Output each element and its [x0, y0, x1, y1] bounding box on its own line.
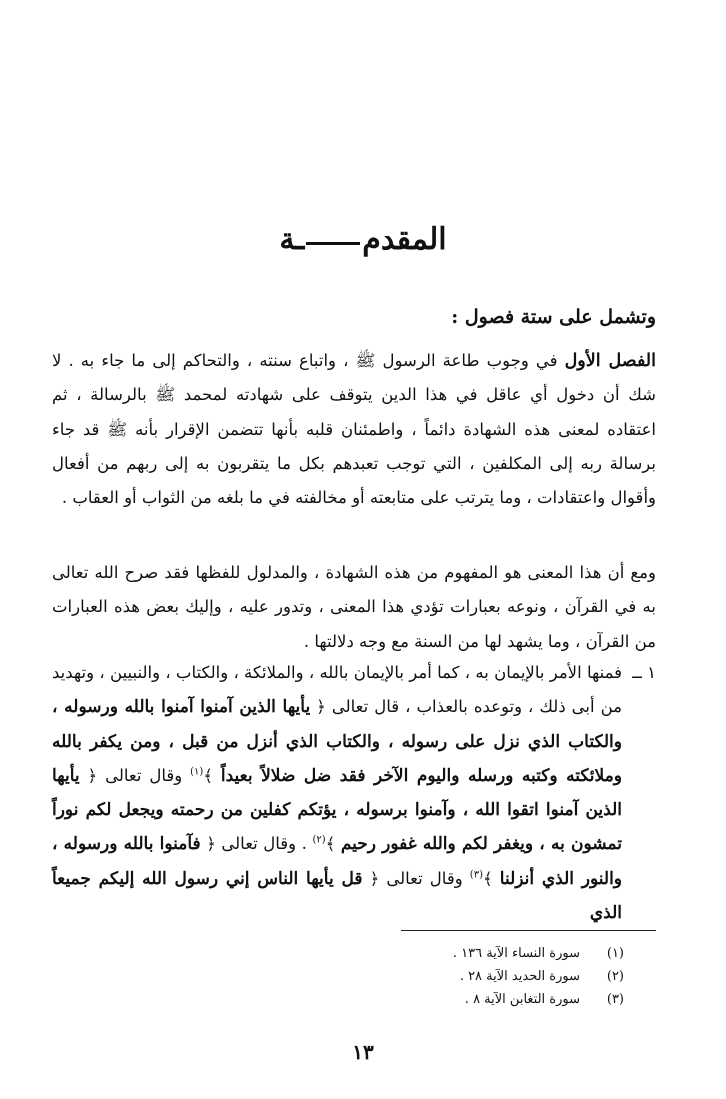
footnote-number: (١) — [606, 946, 624, 961]
quote-close-1: ﴾ — [203, 765, 221, 785]
title-text-start: المقدم — [362, 222, 447, 257]
item-text-2: وقال تعالى ﴿ — [79, 765, 191, 785]
footnote-text: سورة الحديد الآية ٢٨ . — [459, 969, 580, 984]
footnote-1 — [453, 946, 624, 961]
title-text-end: ـة — [279, 222, 305, 257]
quote-close-3: ﴾ — [482, 868, 500, 888]
footnote-ref-3: (٣) — [469, 869, 483, 881]
quran-quote-4: قل يأيها الناس إني رسول الله إليكم جميعاً الذي — [52, 868, 622, 924]
footnote-text: سورة النساء الآية ١٣٦ . — [452, 946, 580, 961]
quote-close-2: ﴾ — [325, 834, 341, 854]
item-text-1: فمنها الأمر بالإيمان به ، كما أمر بالإيمان بالله ، والملائكة ، والكتاب ، والنبيين ، وتهديد من أبى ذلك ، وتوعده بالعذاب ، قال تعالى ﴿ — [52, 663, 622, 717]
item-number: ١ ــ — [632, 663, 656, 682]
item-text-4: وقال تعالى ﴿ — [362, 868, 470, 888]
chapter-title — [0, 222, 726, 257]
quran-quote-3: فآمنوا بالله ورسوله ، والنور الذي أنزلنا — [52, 834, 623, 889]
footnote-3 — [465, 992, 624, 1007]
footnote-ref-2: (٢) — [312, 834, 326, 846]
paragraph1-text: في وجوب طاعة الرسول ﷺ ، واتباع سنته ، والتحاكم إلى ما جاء به . لا شك أن دخول أي عاقل في هذا الدين يتوقف على شهادته لمحمد ﷺ بالرسالة ، ثم اعتقاده لمعنى هذه الشهادة دائماً ، واطمئنان قلبه بأنها تتضمن الإقرار بأنه ﷺ قد جاء برسالة ربه إلى المكلفين ، التي توجب تعبدهم بكل ما يتقربون به إلى ربهم من أفعال وأقوال واعتقادات ، وما يترتب على متابعته أو مخالفته في ما بلغه من الثواب أو العقاب . — [52, 351, 656, 508]
paragraph-second: ومع أن هذا المعنى هو المفهوم من هذه الشهادة ، والمدلول للفظها فقد صرح الله تعالى به في القرآن ، ونوعه بعبارات تؤدي هذا المعنى ، وتدور عليه ، وإليك بعض هذه العبارات من القرآن ، وما يشهد لها من السنة مع وجه دلالتها . — [52, 563, 656, 651]
item-body — [52, 656, 622, 930]
footnote-text: سورة التغابن الآية ٨ . — [464, 992, 580, 1007]
footnote-divider — [401, 930, 656, 931]
title-kashida-line — [306, 242, 360, 245]
quran-quote-1: يأيها الذين آمنوا آمنوا بالله ورسوله ، والكتاب الذي نزل على رسوله ، والكتاب الذي أنزل من قبل ، ومن يكفر بالله وملائكته وكتبه ورسله واليوم الآخر فقد ضل ضلالاً بعيداً — [52, 697, 622, 786]
footnote-number: (٢) — [606, 969, 624, 984]
footnote-2 — [460, 969, 624, 984]
page-number: ١٣ — [352, 1040, 374, 1064]
footnote-ref-1: (١) — [190, 766, 204, 778]
quran-quote-2: يأيها الذين آمنوا اتقوا الله ، وآمنوا برسوله ، يؤتكم كفلين من رحمته ويجعل لكم نوراً تمشون به ، ويغفر لكم والله غفور رحيم — [52, 765, 622, 855]
footnote-number: (٣) — [606, 992, 624, 1007]
numbered-item-1 — [52, 656, 656, 930]
chapter-lead: الفصل الأول — [564, 351, 657, 371]
paragraph-first-chapter — [52, 344, 656, 515]
item-text-3: . وقال تعالى ﴿ — [200, 834, 313, 854]
intro-line: وتشمل على ستة فصول : — [451, 306, 656, 328]
